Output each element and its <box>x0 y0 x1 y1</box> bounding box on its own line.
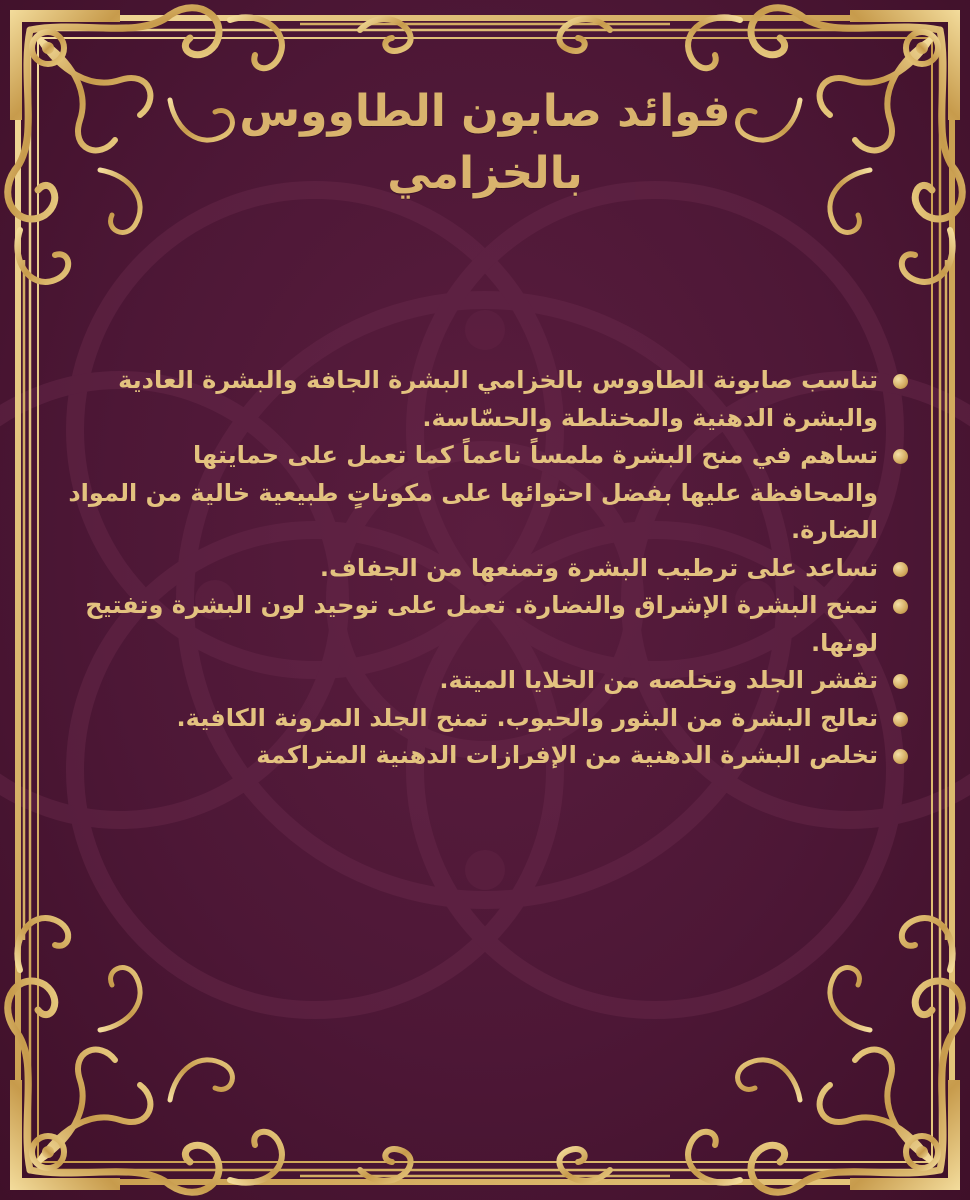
benefit-text: تناسب صابونة الطاووس بالخزامي البشرة الجافة والبشرة العادية والبشرة الدهنية والمختلطة والحسّاسة. <box>118 366 878 432</box>
bullet-icon <box>893 449 908 464</box>
page-title-line2: بالخزامي <box>387 148 583 199</box>
benefit-text: تقشر الجلد وتخلصه من الخلايا الميتة. <box>439 666 878 694</box>
list-item <box>60 550 912 588</box>
benefit-text: تخلص البشرة الدهنية من الإفرازات الدهنية المتراكمة <box>256 741 878 769</box>
benefit-text: تساهم في منح البشرة ملمساً ناعماً كما تعمل على حمايتها والمحافظة عليها بفضل احتوائها على مكوناتٍ طبيعية خالية من المواد الضارة. <box>68 441 878 544</box>
list-item <box>60 437 912 550</box>
benefits-list <box>60 362 912 775</box>
benefit-text: تعالج البشرة من البثور والحبوب. تمنح الجلد المرونة الكافية. <box>176 703 878 732</box>
benefit-text: تمنح البشرة الإشراق والنضارة. تعمل على توحيد لون البشرة وتفتيح لونها. <box>85 591 878 657</box>
benefit-text: تساعد على ترطيب البشرة وتمنعها من الجفاف. <box>319 553 878 582</box>
list-item <box>60 662 912 700</box>
list-item <box>60 737 912 775</box>
list-item <box>60 362 912 437</box>
bullet-icon <box>893 562 908 577</box>
bullet-icon <box>893 599 908 614</box>
bullet-icon <box>893 712 908 727</box>
list-item <box>60 700 912 738</box>
page-title-line1: فوائد صابون الطاووس <box>239 86 731 137</box>
list-item <box>60 587 912 662</box>
bullet-icon <box>893 374 908 389</box>
bullet-icon <box>893 749 908 764</box>
bullet-icon <box>893 674 908 689</box>
